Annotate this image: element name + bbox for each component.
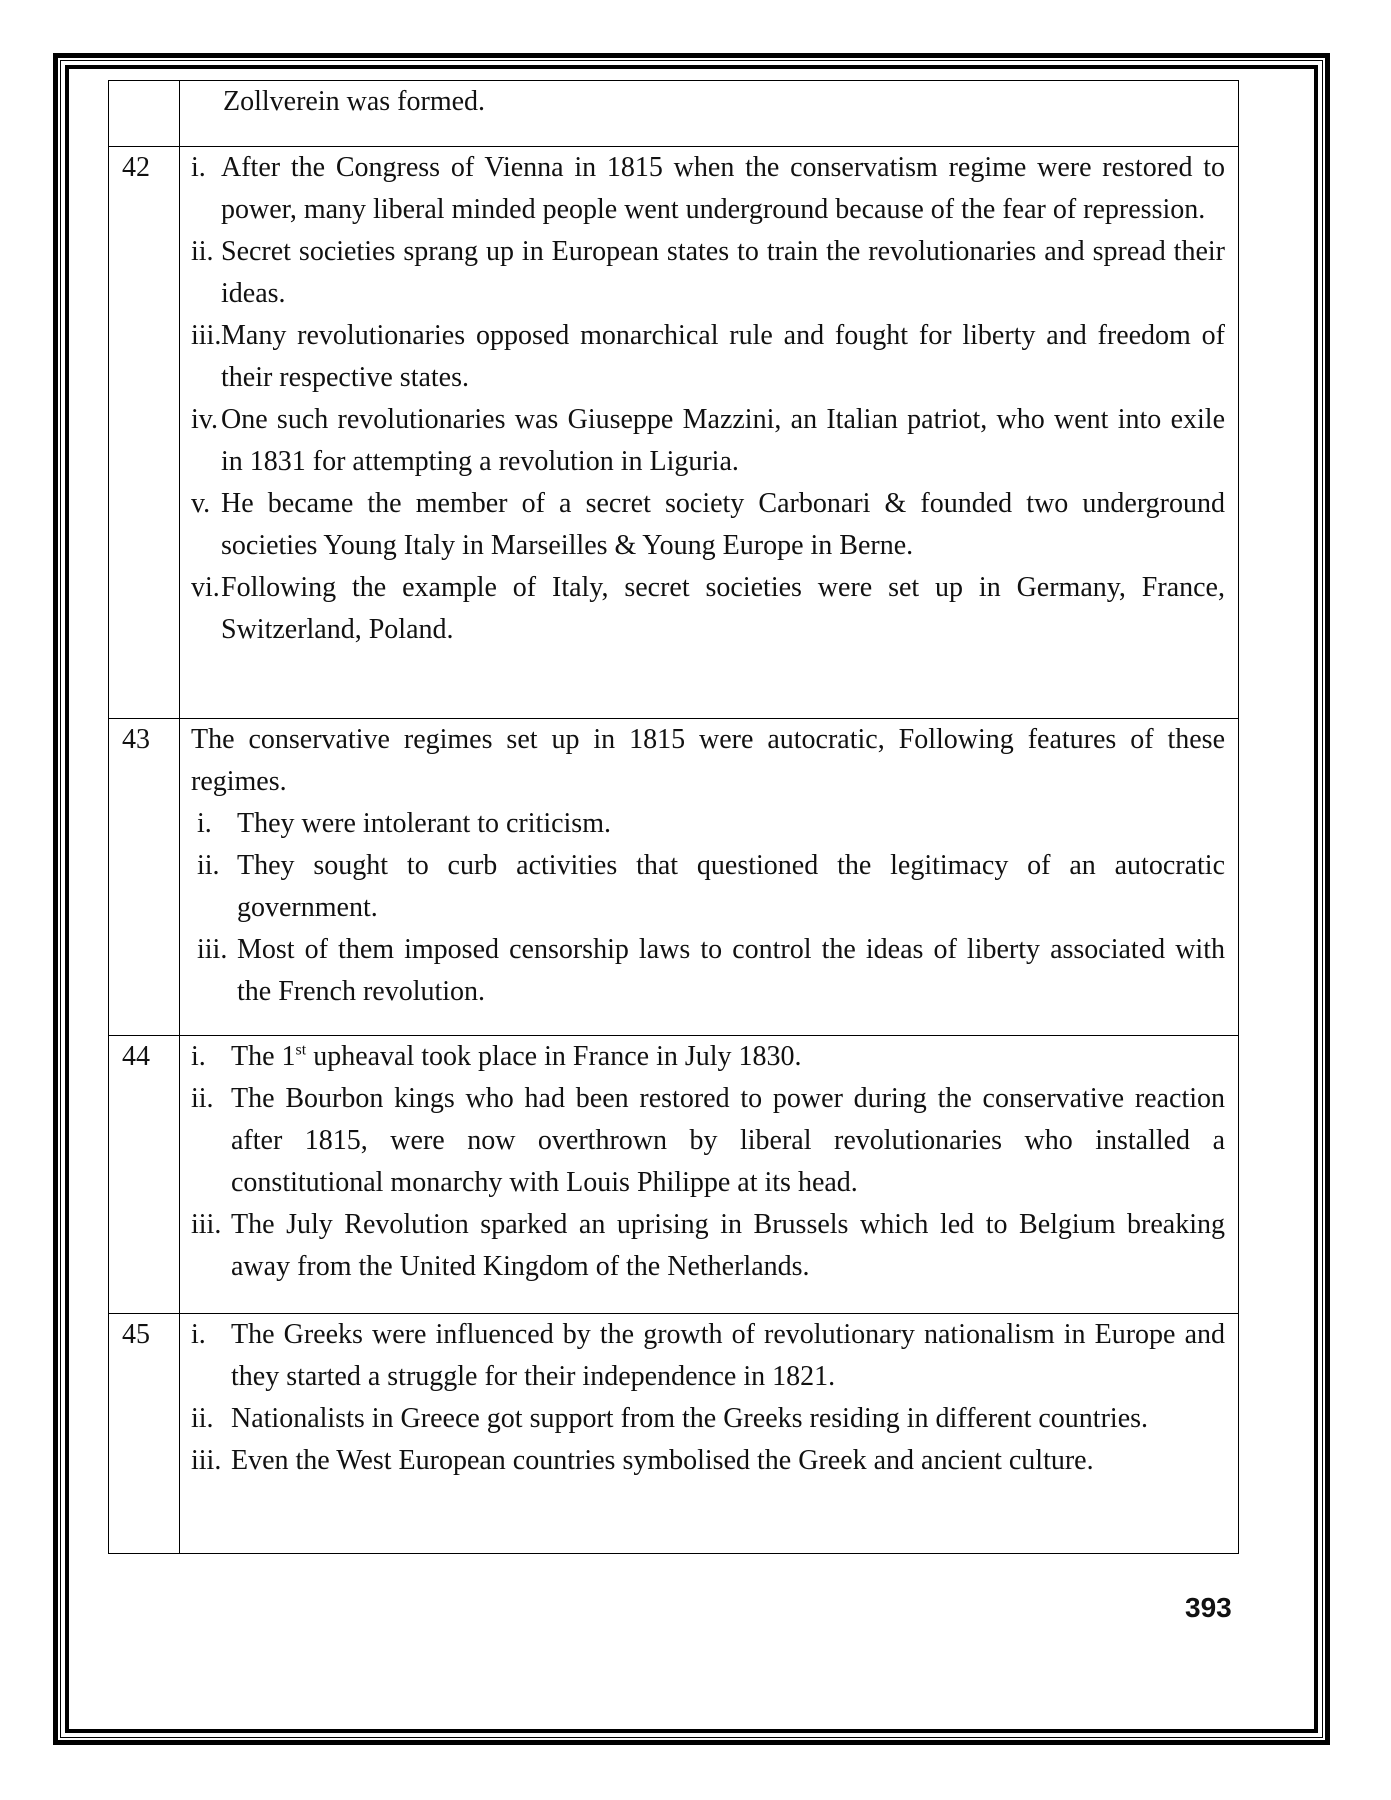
item-text: After the Congress of Vienna in 1815 when the conservatism regime were restored to power, many liberal minded people went underground because of the fear of repression. xyxy=(221,152,1225,225)
list-item xyxy=(191,1078,1225,1204)
table-row xyxy=(109,147,1239,719)
table-row xyxy=(109,719,1239,1036)
table-row xyxy=(109,1036,1239,1314)
question-number: 43 xyxy=(109,719,180,1036)
question-number: 45 xyxy=(109,1314,180,1554)
item-label: ii. xyxy=(197,850,220,881)
list-item xyxy=(191,845,1225,929)
item-label: iii. xyxy=(197,934,228,965)
list-item xyxy=(191,1204,1225,1288)
question-number: 44 xyxy=(109,1036,180,1314)
item-text xyxy=(231,1036,1225,1078)
question-number xyxy=(109,81,180,147)
answer-text: Zollverein was formed. xyxy=(223,86,486,117)
item-text: Nationalists in Greece got support from the Greeks residing in different countries. xyxy=(231,1403,1149,1434)
table-row xyxy=(109,1314,1239,1554)
list-item xyxy=(191,567,1225,651)
answer-table xyxy=(108,80,1239,1554)
item-label: iv. xyxy=(191,404,218,435)
list-item xyxy=(191,231,1225,315)
item-label: iii. xyxy=(191,1445,222,1476)
item-label: i. xyxy=(191,1319,206,1350)
list-item xyxy=(191,1314,1225,1398)
list-item xyxy=(191,399,1225,483)
item-text: Most of them imposed censorship laws to control the ideas of liberty associated with the French revolution. xyxy=(237,934,1225,1007)
list-item xyxy=(191,1036,1225,1078)
item-text-part: upheaval took place in France in July 1830. xyxy=(306,1041,802,1072)
item-text: The Greeks were influenced by the growth of revolutionary nationalism in Europe and they started a struggle for their independence in 1821. xyxy=(231,1319,1225,1392)
table-row xyxy=(109,81,1239,147)
list-item xyxy=(191,803,1225,845)
list-item xyxy=(191,483,1225,567)
item-label: iii. xyxy=(191,320,222,351)
list-item xyxy=(191,1440,1225,1482)
list-item xyxy=(191,1398,1225,1440)
item-text: They were intolerant to criticism. xyxy=(237,808,611,839)
item-text: They sought to curb activities that questioned the legitimacy of an autocratic government. xyxy=(237,850,1225,923)
item-text-part: The 1 xyxy=(231,1041,296,1072)
item-text: The July Revolution sparked an uprising in Brussels which led to Belgium breaking away from the United Kingdom of the Netherlands. xyxy=(231,1209,1225,1282)
item-label: i. xyxy=(197,808,212,839)
ordinal-superscript: st xyxy=(295,1041,307,1059)
item-text: Following the example of Italy, secret societies were set up in Germany, France, Switzerland, Poland. xyxy=(221,572,1225,645)
list-item xyxy=(191,315,1225,399)
answer-intro: The conservative regimes set up in 1815 were autocratic, Following features of these regimes. xyxy=(191,724,1225,797)
item-text: One such revolutionaries was Giuseppe Mazzini, an Italian patriot, who went into exile in 1831 for attempting a revolution in Liguria. xyxy=(221,404,1225,477)
item-text: Secret societies sprang up in European states to train the revolutionaries and spread their ideas. xyxy=(221,236,1225,309)
answer-cell xyxy=(180,81,1239,147)
list-item xyxy=(191,929,1225,1013)
answer-cell xyxy=(180,147,1239,719)
item-text: He became the member of a secret society Carbonari & founded two underground societies Young Italy in Marseilles & Young Europe in Berne. xyxy=(221,488,1225,561)
item-label: ii. xyxy=(191,236,214,267)
answer-cell xyxy=(180,1314,1239,1554)
page-number: 393 xyxy=(1185,1592,1232,1623)
item-text: Many revolutionaries opposed monarchical rule and fought for liberty and freedom of their respective states. xyxy=(221,320,1225,393)
list-item xyxy=(191,147,1225,231)
answer-cell xyxy=(180,719,1239,1036)
answer-cell xyxy=(180,1036,1239,1314)
question-number: 42 xyxy=(109,147,180,719)
item-label: i. xyxy=(191,1041,206,1072)
item-label: iii. xyxy=(191,1209,222,1240)
item-label: vi. xyxy=(191,572,220,603)
item-label: ii. xyxy=(191,1083,214,1114)
item-label: ii. xyxy=(191,1403,214,1434)
item-label: v. xyxy=(191,488,211,519)
item-label: i. xyxy=(191,152,206,183)
item-text: The Bourbon kings who had been restored to power during the conservative reaction after 1815, were now overthrown by liberal revolutionaries who installed a constitutional monarchy with Louis Philippe at its head. xyxy=(231,1083,1225,1198)
item-text: Even the West European countries symbolised the Greek and ancient culture. xyxy=(231,1445,1094,1476)
